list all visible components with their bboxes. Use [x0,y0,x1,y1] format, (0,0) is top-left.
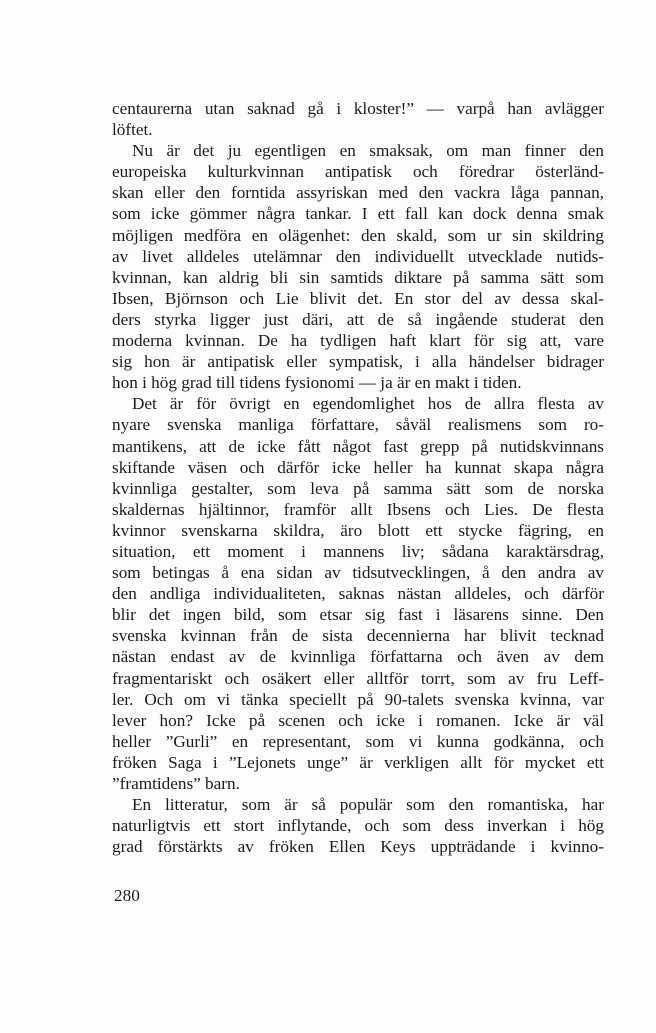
text-line: kvinnliga gestalter, som leva på samma sätt som de norska [112,478,604,498]
text-line: hon i hög grad till tidens fysionomi — ja är en makt i tiden. [112,373,522,393]
text-line: grad förstärkts av fröken Ellen Keys uppträdande i kvinno- [112,837,604,857]
text-line: av livet alldeles utelämnar den individuellt utvecklade nutids- [112,246,604,266]
body-text [112,98,604,857]
text-line: sig hon är antipatisk eller sympatisk, i alla händelser bidrager [112,352,604,372]
text-line: nyare svenska manliga författare, såväl realismens som ro- [112,415,604,435]
text-line: ”framtidens” barn. [112,774,240,793]
text-line: kvinnor svenskarna skildra, äro blott ett stycke fägring, en [112,520,604,540]
text-line: lever hon? Icke på scenen och icke i romanen. Icke är väl [112,710,604,730]
text-line: svenska kvinnan från de sista decennierna har blivit tecknad [112,626,604,646]
text-line: Ibsen, Björnson och Lie blivit det. En stor del av dessa skal- [112,288,604,308]
text-line: skan eller den forntida assyriskan med den vackra låga pannan, [112,183,604,203]
text-line: heller ”Gurli” en representant, som vi kunna godkänna, och [112,731,604,751]
text-line: blir det ingen bild, som etsar sig fast i läsarens sinne. Den [112,605,604,625]
text-line: som betingas å ena sidan av tidsutvecklingen, å den andra av [112,563,604,583]
text-line: Nu är det ju egentligen en smaksak, om man finner den [132,141,604,161]
text-line: skaldernas hjältinnor, framför allt Ibsens och Lies. De flesta [112,499,604,519]
text-line: mantikens, att de icke fått något fast grepp på nutidskvinnans [112,436,604,456]
text-line: ders styrka ligger just däri, att de så ingående studerat den [112,309,604,329]
text-line: centaurerna utan saknad gå i kloster!” — varpå han avlägger [112,99,604,118]
text-line: den andliga individualiteten, saknas nästan alldeles, och därför [112,584,604,604]
text-line: situation, ett moment i mannens liv; sådana karaktärsdrag, [112,541,604,561]
text-line: fröken Saga i ”Lejonets unge” är verkligen allt för mycket ett [112,752,604,772]
text-line: moderna kvinnan. De ha tydligen haft klart för sig att, vare [112,331,604,351]
text-line: En litteratur, som är så populär som den romantiska, har [132,795,604,815]
text-line: Det är för övrigt en egendomlighet hos de allra flesta av [132,394,604,414]
page-number: 280 [114,886,140,905]
text-line: fragmentariskt och osäkert eller alltför torrt, som av fru Leff- [112,668,604,688]
text-line: kvinnan, kan aldrig bli sin samtids diktare på samma sätt som [112,267,604,287]
text-line: löftet. [112,120,153,140]
text-line: europeiska kulturkvinnan antipatisk och föredrar österländ- [112,162,604,182]
text-line: möjligen medföra en olägenhet: den skald, som ur sin skildring [112,225,604,245]
text-line: ler. Och om vi tänka speciellt på 90-talets svenska kvinna, var [112,689,604,709]
text-line: naturligtvis ett stort inflytande, och som dess inverkan i hög [112,816,604,836]
text-line: som icke gömmer några tankar. I ett fall kan dock denna smak [112,204,604,224]
text-line: nästan endast av de kvinnliga författarna och även av dem [112,647,604,667]
text-line: skiftande väsen och därför icke heller ha kunnat skapa några [112,457,604,477]
